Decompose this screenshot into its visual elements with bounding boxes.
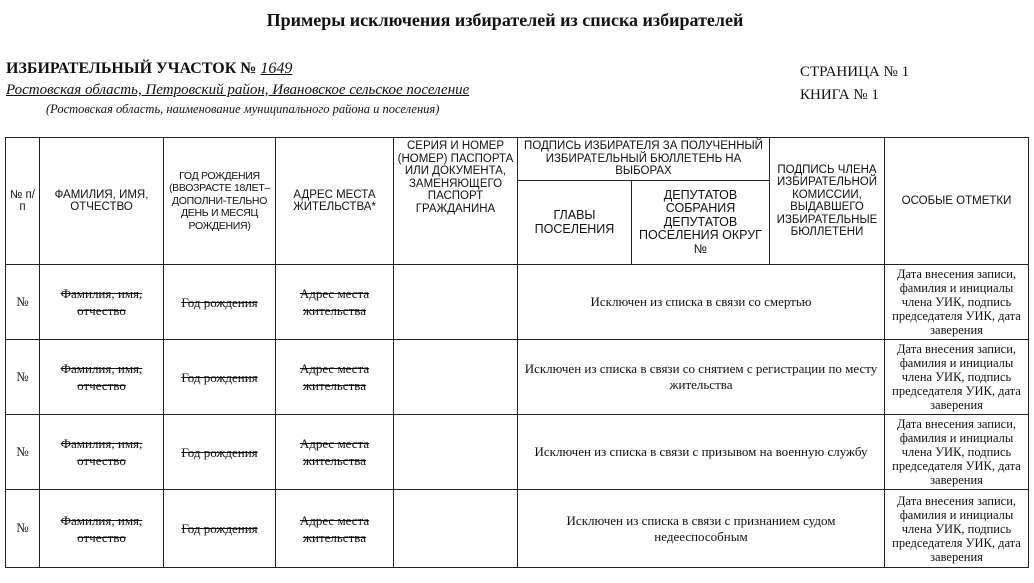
col-header-num: № п/п: [6, 138, 40, 265]
col-header-address: АДРЕС МЕСТА ЖИТЕЛЬСТВА*: [276, 138, 394, 265]
table-row: [6, 265, 1029, 340]
col-header-sig-deputies: ДЕПУТАТОВ СОБРАНИЯ ДЕПУТАТОВ ПОСЕЛЕНИЯ ОКРУГ №: [632, 181, 770, 265]
page-number: СТРАНИЦА № 1: [800, 64, 910, 80]
special-marks: Дата внесения записи, фамилия и инициалы члена УИК, подпись председателя УИК, дата заверения: [885, 490, 1029, 568]
document-header-left: [6, 60, 469, 117]
document-header-right: [800, 61, 909, 107]
passport-cell: [394, 490, 518, 568]
col-header-birth: ГОД РОЖДЕНИЯ (ВВОЗРАСТЕ 18ЛЕТ–ДОПОЛНИ-ТЕЛЬНО ДЕНЬ И МЕСЯЦ РОЖДЕНИЯ): [164, 138, 276, 265]
table-row: [6, 490, 1029, 568]
voter-address: Адрес места жительства: [276, 490, 394, 568]
passport-cell: [394, 265, 518, 340]
precinct-label: ИЗБИРАТЕЛЬНЫЙ УЧАСТОК №: [6, 60, 257, 77]
row-number: №: [6, 265, 40, 340]
voter-birth: Год рождения: [164, 490, 276, 568]
voter-address: Адрес места жительства: [276, 415, 394, 490]
passport-cell: [394, 415, 518, 490]
voter-name: Фамилия, имя, отчество: [40, 415, 164, 490]
special-marks: Дата внесения записи, фамилия и инициалы члена УИК, подпись председателя УИК, дата заверения: [885, 265, 1029, 340]
col-header-marks: ОСОБЫЕ ОТМЕТКИ: [885, 138, 1029, 265]
col-header-signature-group: ПОДПИСЬ ИЗБИРАТЕЛЯ ЗА ПОЛУЧЕННЫЙ ИЗБИРАТЕЛЬНЫЙ БЮЛЛЕТЕНЬ НА ВЫБОРАХ: [518, 138, 770, 181]
voter-birth: Год рождения: [164, 415, 276, 490]
exclusion-reason: Исключен из списка в связи с призывом на военную службу: [518, 415, 885, 490]
special-marks: Дата внесения записи, фамилия и инициалы члена УИК, подпись председателя УИК, дата заверения: [885, 415, 1029, 490]
table-header-row-1: [6, 138, 1029, 181]
voter-name: Фамилия, имя, отчество: [40, 265, 164, 340]
col-header-sig-head: ГЛАВЫ ПОСЕЛЕНИЯ: [518, 181, 632, 265]
exclusion-reason: Исключен из списка в связи со смертью: [518, 265, 885, 340]
table-row: [6, 340, 1029, 415]
col-header-commission: ПОДПИСЬ ЧЛЕНА ИЗБИРАТЕЛЬНОЙ КОМИССИИ, ВЫДАВШЕГО ИЗБИРАТЕЛЬНЫЕ БЮЛЛЕТЕНИ: [770, 138, 885, 265]
book-number: КНИГА № 1: [800, 87, 879, 103]
voter-name: Фамилия, имя, отчество: [40, 490, 164, 568]
col-header-name: ФАМИЛИЯ, ИМЯ, ОТЧЕСТВО: [40, 138, 164, 265]
precinct-number: 1649: [260, 60, 293, 77]
table-row: [6, 415, 1029, 490]
exclusion-reason: Исключен из списка в связи с признанием судом недееспособным: [518, 490, 885, 568]
row-number: №: [6, 490, 40, 568]
voter-name: Фамилия, имя, отчество: [40, 340, 164, 415]
voter-birth: Год рождения: [164, 265, 276, 340]
voter-list-table: [5, 137, 1029, 568]
exclusion-reason: Исключен из списка в связи со снятием с регистрации по месту жительства: [518, 340, 885, 415]
document-title: Примеры исключения избирателей из списка избирателей: [266, 10, 744, 30]
region-caption: (Ростовская область, наименование муниципального района и поселения): [46, 102, 440, 116]
passport-cell: [394, 340, 518, 415]
special-marks: Дата внесения записи, фамилия и инициалы члена УИК, подпись председателя УИК, дата заверения: [885, 340, 1029, 415]
row-number: №: [6, 340, 40, 415]
voter-address: Адрес места жительства: [276, 340, 394, 415]
region-line: Ростовская область, Петровский район, Ивановское сельское поселение: [6, 82, 470, 98]
voter-birth: Год рождения: [164, 340, 276, 415]
col-header-passport: СЕРИЯ И НОМЕР (НОМЕР) ПАСПОРТА ИЛИ ДОКУМЕНТА, ЗАМЕНЯЮЩЕГО ПАСПОРТ ГРАЖДАНИНА: [394, 138, 518, 265]
precinct-line: [6, 60, 469, 78]
row-number: №: [6, 415, 40, 490]
voter-address: Адрес места жительства: [276, 265, 394, 340]
